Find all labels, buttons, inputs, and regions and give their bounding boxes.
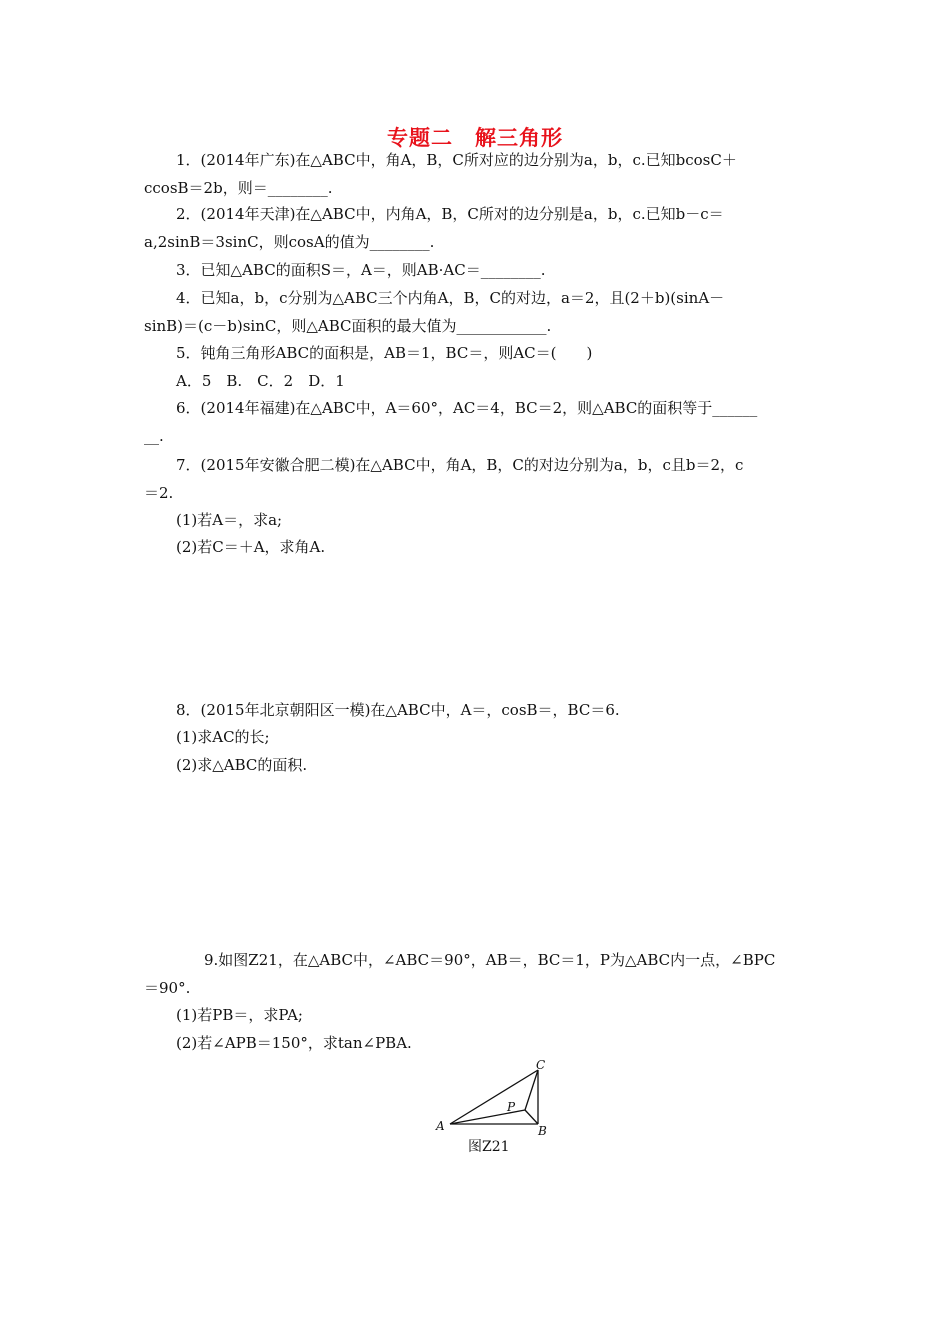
problem-7-part-2: (2)若C＝＋A，求角A. — [176, 538, 326, 556]
segment-pb — [525, 1110, 538, 1124]
problem-4-line-2: sinB)＝(c－b)sinC，则△ABC面积的最大值为____________. — [144, 317, 552, 335]
problem-9-part-2: (2)若∠APB＝150°，求tan∠PBA. — [176, 1034, 412, 1052]
problem-1-line-1: 1．(2014年广东)在△ABC中，角A，B，C所对应的边分别为a，b，c.已知bcosC＋ — [176, 151, 737, 169]
problem-8-part-1: (1)求AC的长; — [176, 728, 270, 746]
problem-2-line-2: a,2sinB＝3sinC，则cosA的值为________. — [144, 233, 435, 251]
problem-4-line-1: 4．已知a，b，c分别为△ABC三个内角A，B，C的对边，a＝2，且(2＋b)(sinA－ — [176, 289, 725, 307]
problem-8-part-2: (2)求△ABC的面积. — [176, 756, 308, 774]
figure-caption: 图Z21 — [468, 1139, 510, 1155]
segment-pc — [525, 1070, 538, 1110]
vertex-b-label: B — [538, 1124, 547, 1138]
problem-9-part-1: (1)若PB＝，求PA; — [176, 1006, 303, 1024]
problem-5-options: A．5 B. C．2 D．1 — [176, 372, 345, 390]
problem-3: 3．已知△ABC的面积S＝，A＝，则AB·AC＝________. — [176, 261, 546, 279]
problem-8: 8．(2015年北京朝阳区一模)在△ABC中，A＝，cosB＝，BC＝6. — [176, 701, 620, 719]
problem-7-line-2: ＝2. — [144, 484, 174, 502]
problem-2-line-1: 2．(2014年天津)在△ABC中，内角A，B，C所对的边分别是a，b，c.已知b－c＝ — [176, 205, 724, 223]
problem-5: 5．钝角三角形ABC的面积是，AB＝1，BC＝，则AC＝( ) — [176, 344, 593, 362]
point-p-label: P — [507, 1100, 516, 1114]
vertex-c-label: C — [536, 1058, 546, 1072]
problem-6-line-2: __. — [144, 427, 164, 445]
problem-1-line-2: ccosB＝2b，则＝________. — [144, 179, 333, 197]
problem-7-part-1: (1)若A＝，求a; — [176, 511, 283, 529]
page-title: 专题二 解三角形 — [387, 126, 563, 150]
triangle-figure — [432, 1058, 562, 1140]
vertex-a-label: A — [436, 1119, 445, 1133]
problem-6-line-1: 6．(2014年福建)在△ABC中，A＝60°，AC＝4，BC＝2，则△ABC的面积等于______ — [176, 399, 758, 417]
problem-7-line-1: 7．(2015年安徽合肥二模)在△ABC中，角A，B，C的对边分别为a，b，c且b＝2，c — [176, 456, 744, 474]
problem-9-line-2: ＝90°. — [144, 979, 191, 997]
problem-9-line-1: 9.如图Z21，在△ABC中，∠ABC＝90°，AB＝，BC＝1，P为△ABC内一点，∠BPC — [204, 951, 776, 969]
